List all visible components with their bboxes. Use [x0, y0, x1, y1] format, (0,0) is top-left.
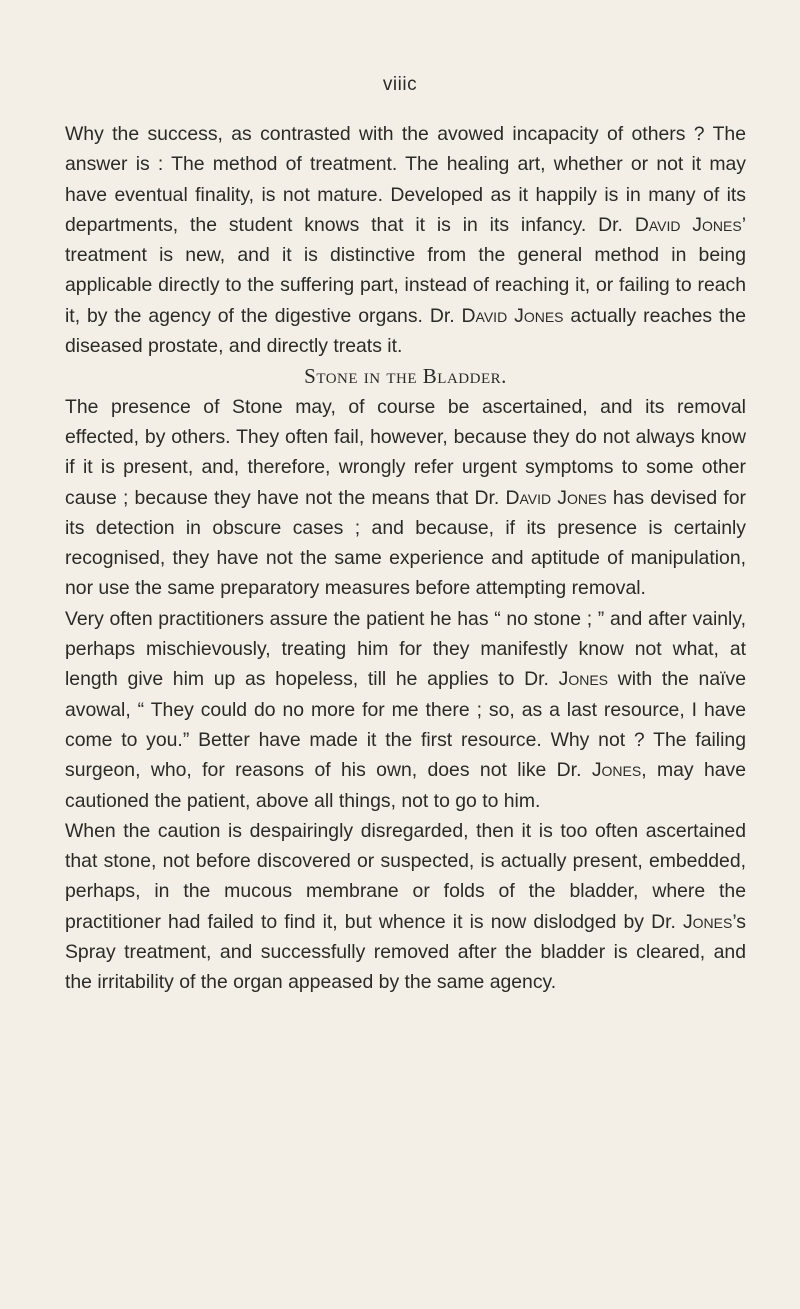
text-run: actually reaches the diseased prostate, and directly treats it. [65, 304, 746, 358]
paragraph-p1 [65, 119, 746, 361]
paragraph-p2 [65, 392, 746, 604]
text-run: ’s Spray treatment, and successfully removed after the bladder is cleared, and the irritability of the organ appeased by the same agency. [65, 910, 746, 994]
text-run: with the naïve avowal, “ They could do no more for me there ; so, as a last resource, I have come to you.” Better have made it the first resource. Why not ? The failing surgeon, who, for reasons of his own, does not like Dr. [65, 668, 746, 782]
text-run: has devised for its detection in obscure cases ; and because, if its presence is certainly recognised, they have not the same experience and aptitude of manipulation, nor use the same preparatory measures before attempting removal. [65, 486, 747, 600]
section-heading: Stone in the Bladder. [304, 364, 507, 389]
text-run: Why the success, as contrasted with the avowed incapacity of others ? The answer is : The method of treatment. The healing art, whether or not it may have eventual finality, is not mature. Developed as it happily is in many of its departments, the student knows that it is in its infancy. Dr. [65, 123, 746, 236]
small-caps-name: Jones [591, 759, 642, 782]
page-folio: viiic [382, 74, 418, 95]
paragraph-p4 [65, 816, 746, 998]
small-caps-name: Jones [558, 668, 609, 691]
text-run: ’ treatment is new, and it is distinctive from the general method in being applicable directly to the suffering part, instead of reaching it, or failing to reach it, by the agency of the digestive organs. Dr. [65, 213, 746, 327]
small-caps-name: David Jones [634, 213, 742, 236]
small-caps-name: Jones [682, 910, 733, 933]
small-caps-name: David Jones [461, 304, 564, 327]
text-run: , may have cautioned the patient, above all things, not to go to him. [65, 759, 746, 812]
text-run: The presence of Stone may, of course be ascertained, and its removal effected, by others. They often fail, however, because they do not always know if it is present, and, therefore, wrongly refer urgent symptoms to some other cause ; because they have not the means that Dr. [65, 395, 746, 509]
text-run: Very often practitioners assure the patient he has “ no stone ; ” and after vainly, perhaps mischievously, treating him for they manifestly know not what, at length give him up as hopeless, till he applies to Dr. [65, 607, 746, 691]
small-caps-name: David Jones [505, 486, 607, 509]
paragraph-p3 [65, 604, 746, 816]
body-text [65, 119, 746, 998]
text-run: When the caution is despairingly disregarded, then it is too often ascertained that stone, not before discovered or suspected, is actually present, embedded, perhaps, in the mucous membrane or folds of the bladder, where the practitioner had failed to find it, but whence it is now dislodged by Dr. [65, 819, 746, 933]
